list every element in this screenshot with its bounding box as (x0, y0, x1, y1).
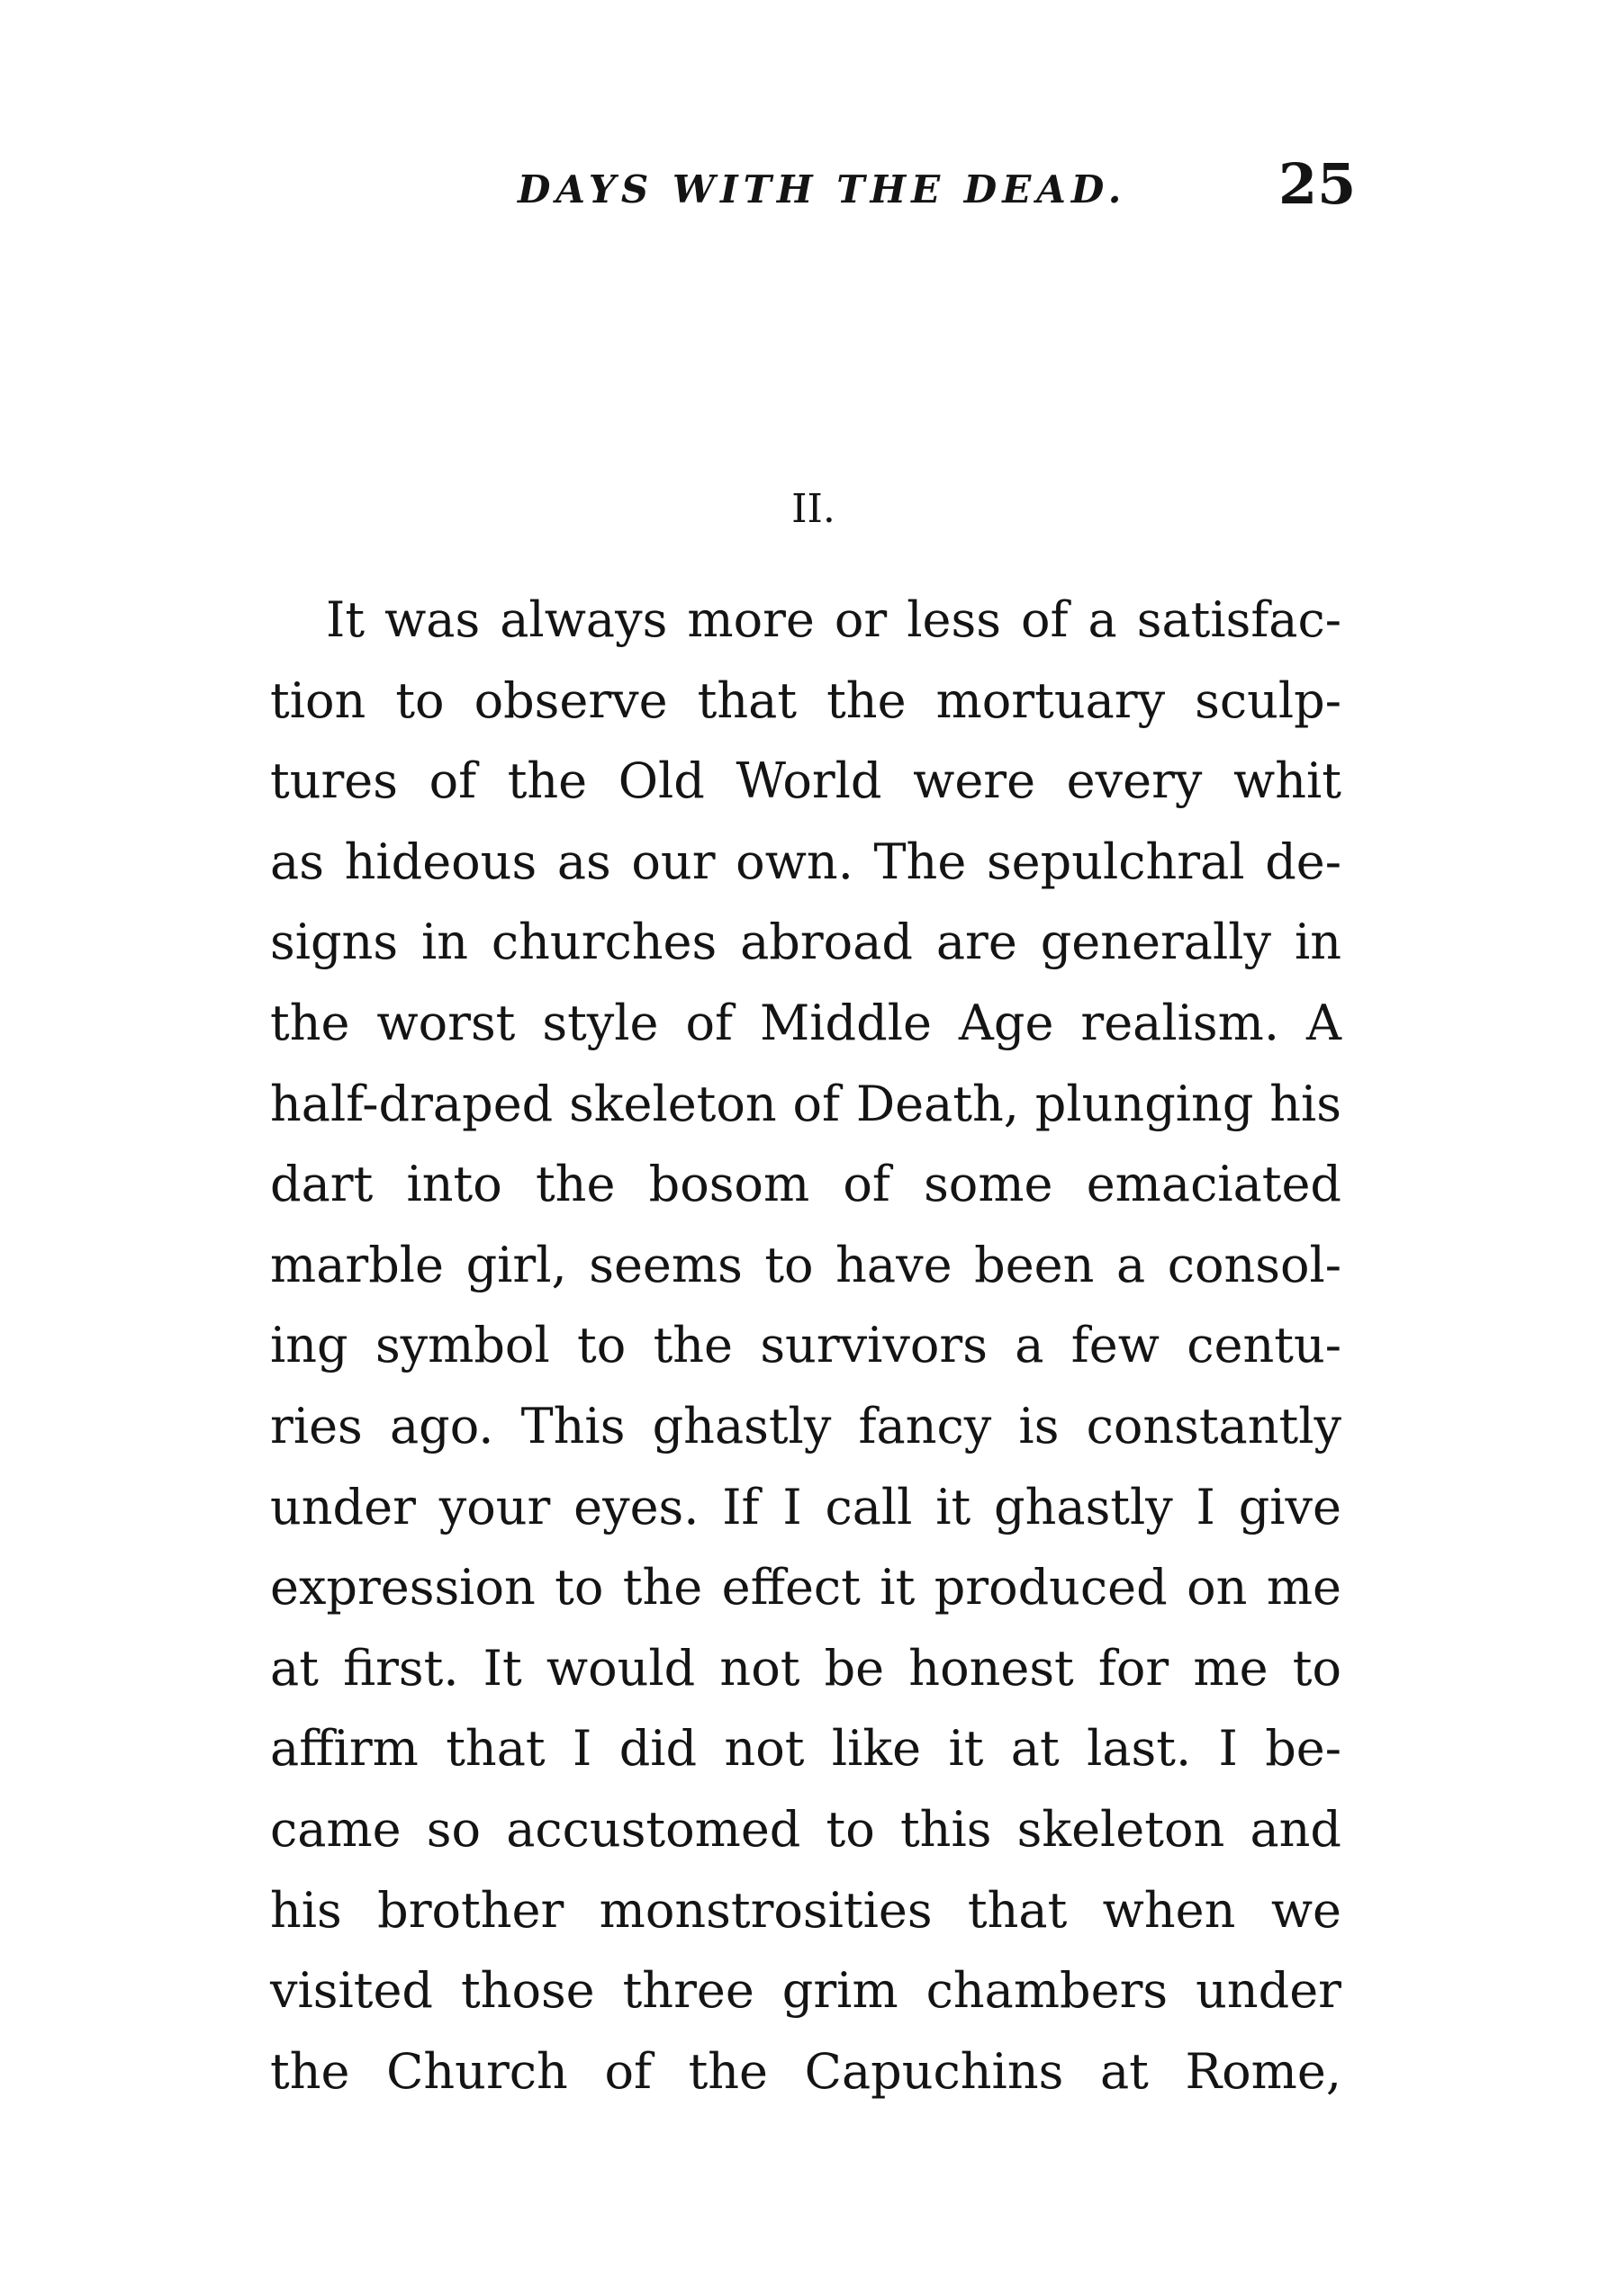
text-line: the Church of the Capuchins at Rome, (270, 2042, 1341, 2100)
text-line: half-draped skeleton of Death, plunging his (270, 1075, 1341, 1132)
text-line: his brother monstrosities that when we (270, 1881, 1341, 1939)
text-line: affirm that I did not like it at last. I be- (270, 1720, 1341, 1778)
page-number: 25 (1278, 151, 1357, 217)
text-line: under your eyes. If I call it ghastly I give (270, 1478, 1341, 1535)
running-head (270, 151, 1357, 232)
text-line: signs in churches abroad are generally in (270, 914, 1341, 971)
text-line: dart into the bosom of some emaciated (270, 1156, 1341, 1213)
section-number: II. (791, 486, 835, 532)
running-title: DAYS WITH THE DEAD. (518, 167, 1127, 212)
text-line: It was always more or less of a satisfac- (326, 591, 1341, 648)
text-line: tures of the Old World were every whit (270, 752, 1341, 810)
text-line: came so accustomed to this skeleton and (270, 1800, 1341, 1858)
text-line: the worst style of Middle Age realism. A (270, 994, 1341, 1051)
text-line: marble girl, seems to have been a consol- (270, 1236, 1341, 1293)
text-line: ing symbol to the survivors a few centu- (270, 1317, 1341, 1374)
text-line: visited those three grim chambers under (270, 1962, 1341, 2020)
text-line: as hideous as our own. The sepulchral de- (270, 833, 1341, 890)
text-line: tion to observe that the mortuary sculp- (270, 671, 1341, 729)
text-line: expression to the effect it produced on me (270, 1559, 1341, 1616)
body-paragraph (270, 580, 1341, 2111)
text-line: at first. It would not be honest for me to (270, 1639, 1341, 1697)
text-line: ries ago. This ghastly fancy is constantly (270, 1397, 1341, 1454)
